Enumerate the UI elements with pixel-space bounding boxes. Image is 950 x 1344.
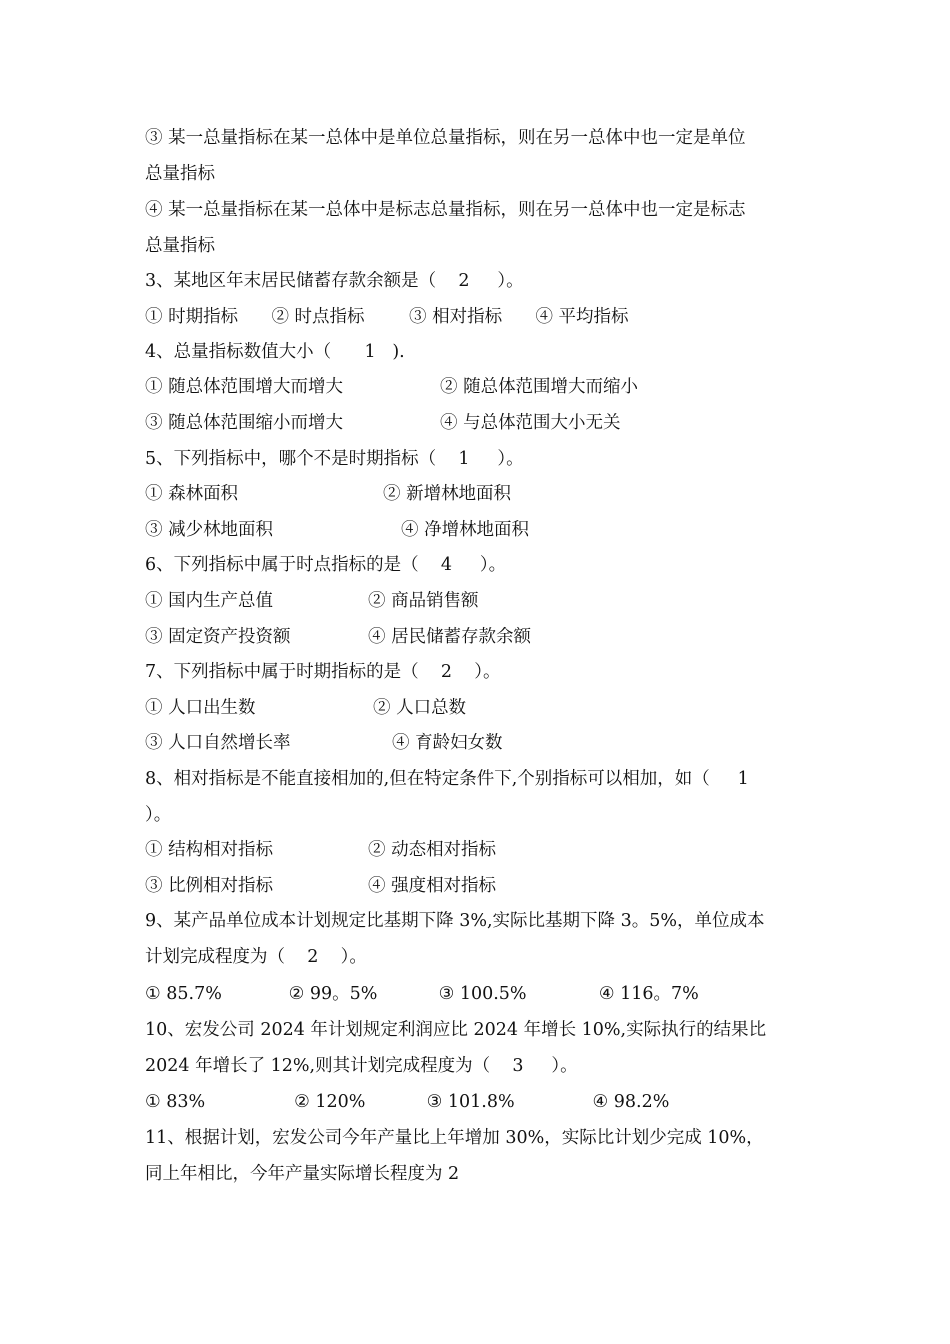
question-6: 6、下列指标中属于时点指标的是（ 4 ）。 (145, 555, 507, 575)
question-8-cont: ）。 (145, 805, 172, 825)
option-c: ③ 减少林地面积 (145, 520, 274, 540)
option-d: ④ 育龄妇女数 (392, 733, 503, 753)
question-8: 8、相对指标是不能直接相加的,但在特定条件下,个别指标可以相加，如（ 1 (145, 769, 749, 789)
option-a: ① 森林面积 (145, 484, 239, 504)
option-b: ② 人口总数 (373, 698, 467, 718)
option-c: ③ 比例相对指标 (145, 876, 274, 896)
option-d: ④ 居民储蓄存款余额 (368, 627, 532, 647)
question-9-options: ① 85.7% ② 99。5% ③ 100.5% ④ 116。7% (145, 984, 699, 1004)
option-a: ① 国内生产总值 (145, 591, 274, 611)
option-text: ③ 某一总量指标在某一总体中是单位总量指标，则在另一总体中也一定是单位 (145, 128, 746, 148)
option-a: ① 结构相对指标 (145, 840, 274, 860)
question-10: 10、宏发公司 2024 年计划规定利润应比 2024 年增长 10%,实际执行的结果比 (145, 1020, 767, 1040)
option-c: ③ 固定资产投资额 (145, 627, 291, 647)
option-b: ② 新增林地面积 (383, 484, 512, 504)
question-3: 3、某地区年末居民储蓄存款余额是（ 2 ）。 (145, 271, 524, 291)
option-b: ② 动态相对指标 (368, 840, 497, 860)
question-4: 4、总量指标数值大小（ 1 ). (145, 342, 405, 362)
option-d: ④ 与总体范围大小无关 (440, 413, 621, 433)
option-c: ③ 人口自然增长率 (145, 733, 291, 753)
option-b: ② 随总体范围增大而缩小 (440, 377, 639, 397)
question-3-options: ① 时期指标 ② 时点指标 ③ 相对指标 ④ 平均指标 (145, 307, 629, 327)
question-7: 7、下列指标中属于时期指标的是（ 2 ）。 (145, 662, 501, 682)
option-d: ④ 净增林地面积 (401, 520, 530, 540)
question-10-options: ① 83% ② 120% ③ 101.8% ④ 98.2% (145, 1092, 670, 1112)
option-text: ④ 某一总量指标在某一总体中是标志总量指标，则在另一总体中也一定是标志 (145, 200, 746, 220)
option-c: ③ 随总体范围缩小而增大 (145, 413, 344, 433)
question-5: 5、下列指标中，哪个不是时期指标（ 1 ）。 (145, 449, 524, 469)
question-9-cont: 计划完成程度为（ 2 ）。 (145, 947, 367, 967)
option-text: 总量指标 (145, 164, 215, 184)
option-a: ① 随总体范围增大而增大 (145, 377, 344, 397)
option-b: ② 商品销售额 (368, 591, 479, 611)
question-10-cont: 2024 年增长了 12%,则其计划完成程度为（ 3 ）。 (145, 1056, 578, 1076)
question-11: 11、根据计划，宏发公司今年产量比上年增加 30%，实际比计划少完成 10%， (145, 1128, 764, 1148)
option-d: ④ 强度相对指标 (368, 876, 497, 896)
option-a: ① 人口出生数 (145, 698, 256, 718)
question-11-cont: 同上年相比，今年产量实际增长程度为 2 (145, 1164, 460, 1184)
question-9: 9、某产品单位成本计划规定比基期下降 3%,实际比基期下降 3。5%，单位成本 (145, 911, 765, 931)
option-text: 总量指标 (145, 236, 215, 256)
